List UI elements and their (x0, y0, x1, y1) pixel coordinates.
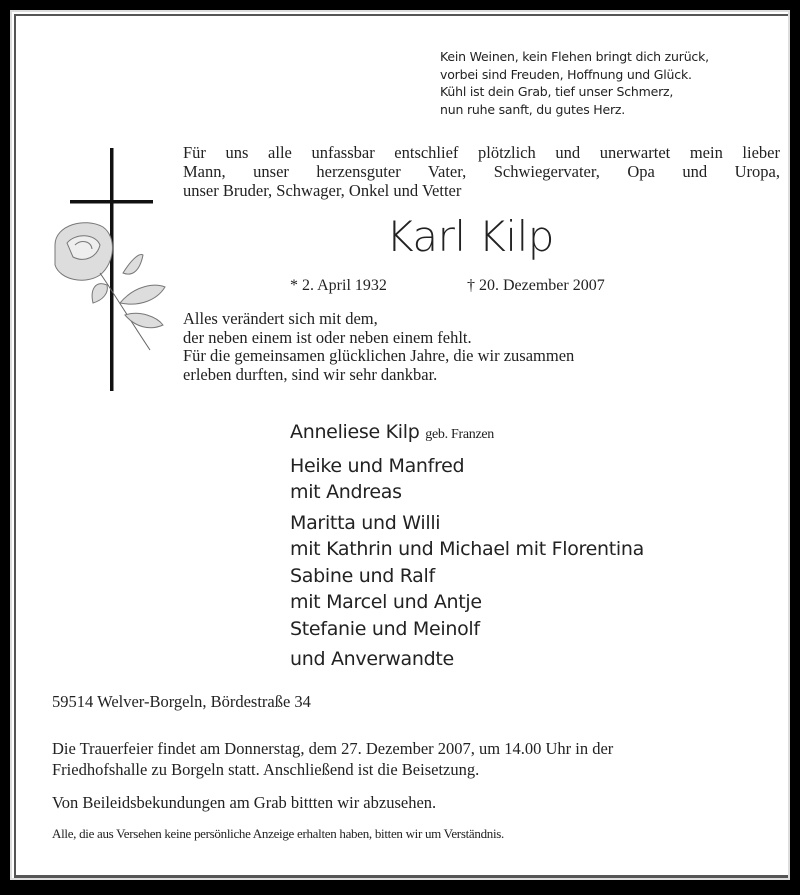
intro-line: Für uns alle unfassbar entschlief plötzlich und unerwartet mein lieber (183, 143, 780, 162)
intro-line: unser Bruder, Schwager, Onkel und Vetter (183, 181, 462, 200)
widow-maiden-name: geb. Franzen (425, 427, 494, 442)
family-line: mit Kathrin und Michael mit Florentina (290, 538, 644, 560)
family-line: Stefanie und Meinolf (290, 617, 480, 640)
family-list (290, 419, 644, 673)
poem-line: vorbei sind Freuden, Hoffnung und Glück. (440, 66, 692, 82)
family-line: Heike und Manfred (290, 454, 465, 477)
condolence-note: Von Beileidsbekundungen am Grab bittten wir abzusehen. (52, 793, 437, 812)
family-line: mit Andreas (290, 481, 402, 503)
family-line: Maritta und Willi (290, 511, 441, 534)
poem-line: Kühl ist dein Grab, tief unser Schmerz, (440, 84, 674, 99)
family-line: mit Marcel und Antje (290, 591, 482, 613)
widow-name: Anneliese Kilp (290, 421, 420, 443)
death-date: † 20. Dezember 2007 (467, 277, 605, 294)
service-info (52, 738, 613, 780)
family-line: und Anverwandte (290, 648, 454, 670)
cross-rose-icon (45, 145, 175, 395)
intro-line: Mann, unser herzensguter Vater, Schwiegervater, Opa und Uropa, (183, 162, 780, 181)
verse-line: der neben einem ist oder neben einem fehlt. (183, 327, 472, 347)
thanks-note: Alle, die aus Versehen keine persönliche Anzeige erhalten haben, bitten wir um Verständnis. (52, 826, 504, 841)
deceased-name: Karl Kilp (386, 212, 554, 261)
poem-line: nun ruhe sanft, du gutes Herz. (440, 101, 626, 117)
address: 59514 Welver-Borgeln, Bördestraße 34 (52, 692, 311, 711)
verse-line: Für die gemeinsamen glücklichen Jahre, die wir zusammen (183, 346, 575, 365)
poem-line: Kein Weinen, kein Flehen bringt dich zurück, (440, 49, 709, 64)
widow (290, 419, 644, 449)
service-line: Die Trauerfeier findet am Donnerstag, dem 27. Dezember 2007, um 14.00 Uhr in der (52, 739, 614, 758)
poem (440, 48, 709, 118)
verse (183, 310, 574, 384)
verse-line: erleben durften, sind wir sehr dankbar. (183, 364, 438, 384)
family-line: Sabine und Ralf (290, 564, 435, 587)
verse-line: Alles verändert sich mit dem, (183, 309, 378, 328)
birth-date: * 2. April 1932 (290, 277, 387, 294)
service-line: Friedhofshalle zu Borgeln statt. Anschließend ist die Beisetzung. (52, 760, 480, 779)
intro-text (183, 143, 780, 200)
